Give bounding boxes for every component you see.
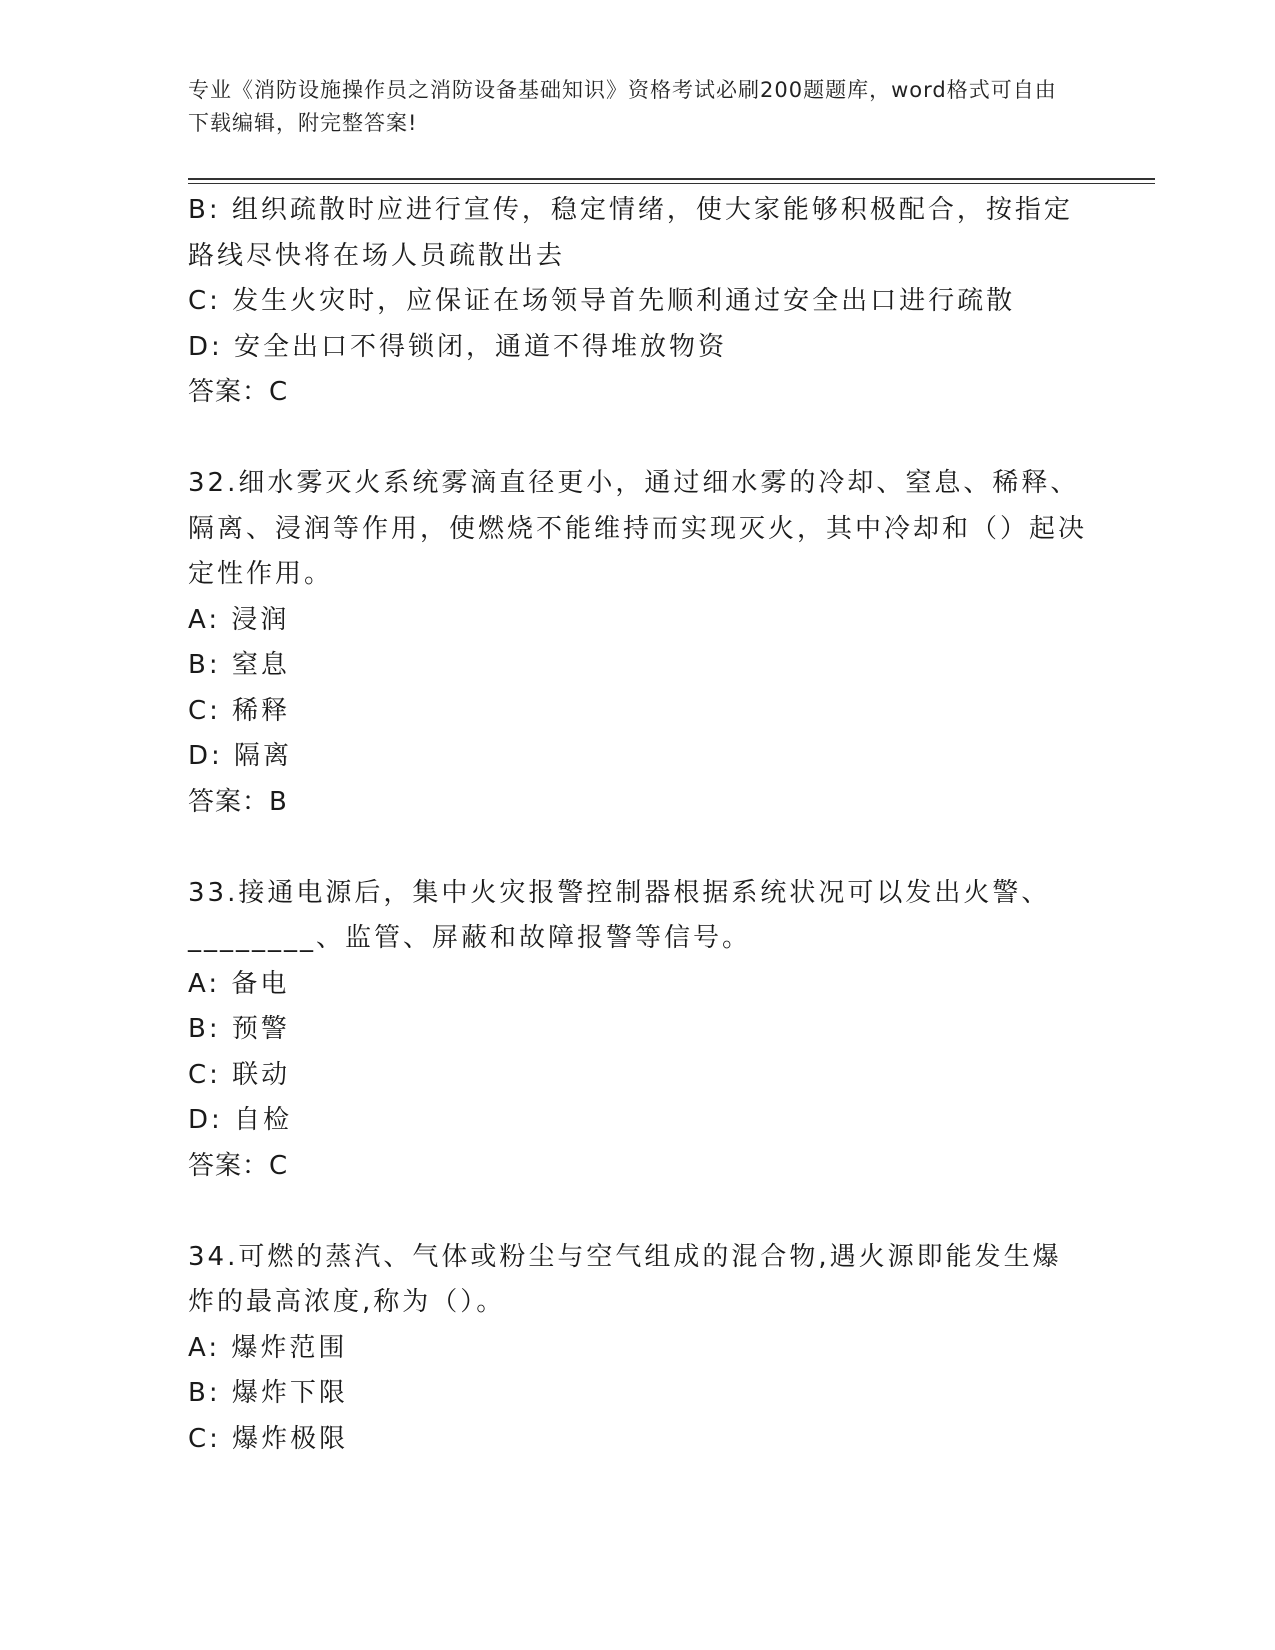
answer: 答案：C [188, 377, 289, 407]
option-b: B: 预警 [188, 1014, 290, 1044]
option-c: C: 联动 [188, 1059, 291, 1090]
answer: 答案：B [188, 786, 288, 817]
option-d: D: 自检 [188, 1105, 293, 1135]
spacer [188, 416, 1088, 462]
question-stem: 33.接通电源后，集中火灾报警控制器根据系统状况可以发出火警、________、监管、屏蔽和故障报警等信号。 [188, 877, 1051, 953]
option-b: B: 窒息 [188, 650, 290, 680]
header-divider-thin [188, 183, 1155, 184]
question-31-continued [188, 188, 1088, 416]
question-34 [188, 1235, 1088, 1463]
option-c: C: 稀释 [188, 695, 291, 726]
spacer [188, 1189, 1088, 1235]
option-d: D: 安全出口不得锁闭，通道不得堆放物资 [188, 331, 728, 362]
option-a: A: 浸润 [188, 604, 290, 635]
spacer [188, 825, 1088, 871]
option-a: A: 备电 [188, 968, 290, 999]
document-body [188, 188, 1088, 1462]
option-b: B: 组织疏散时应进行宣传，稳定情绪，使大家能够积极配合，按指定路线尽快将在场人员疏散出去 [188, 195, 1073, 271]
question-32 [188, 461, 1088, 825]
option-c: C: 发生火灾时，应保证在场领导首先顺利通过安全出口进行疏散 [188, 286, 1016, 316]
question-33 [188, 871, 1088, 1190]
option-d: D: 隔离 [188, 741, 293, 771]
question-stem: 32.细水雾灭火系统雾滴直径更小，通过细水雾的冷却、窒息、稀释、隔离、浸润等作用，使燃烧不能维持而实现灭火，其中冷却和（）起决定性作用。 [188, 468, 1088, 589]
answer: 答案：C [188, 1150, 289, 1181]
question-stem: 34.可燃的蒸汽、气体或粉尘与空气组成的混合物,遇火源即能发生爆炸的最高浓度,称为（）。 [188, 1241, 1062, 1317]
header-title: 专业《消防设施操作员之消防设备基础知识》资格考试必刷200题题库，word格式可自由下载编辑，附完整答案! [188, 78, 1057, 135]
option-b: B: 爆炸下限 [188, 1378, 348, 1408]
option-a: A: 爆炸范围 [188, 1332, 348, 1363]
option-c: C: 爆炸极限 [188, 1423, 349, 1454]
header-divider [188, 178, 1155, 180]
document-header [188, 74, 1068, 140]
